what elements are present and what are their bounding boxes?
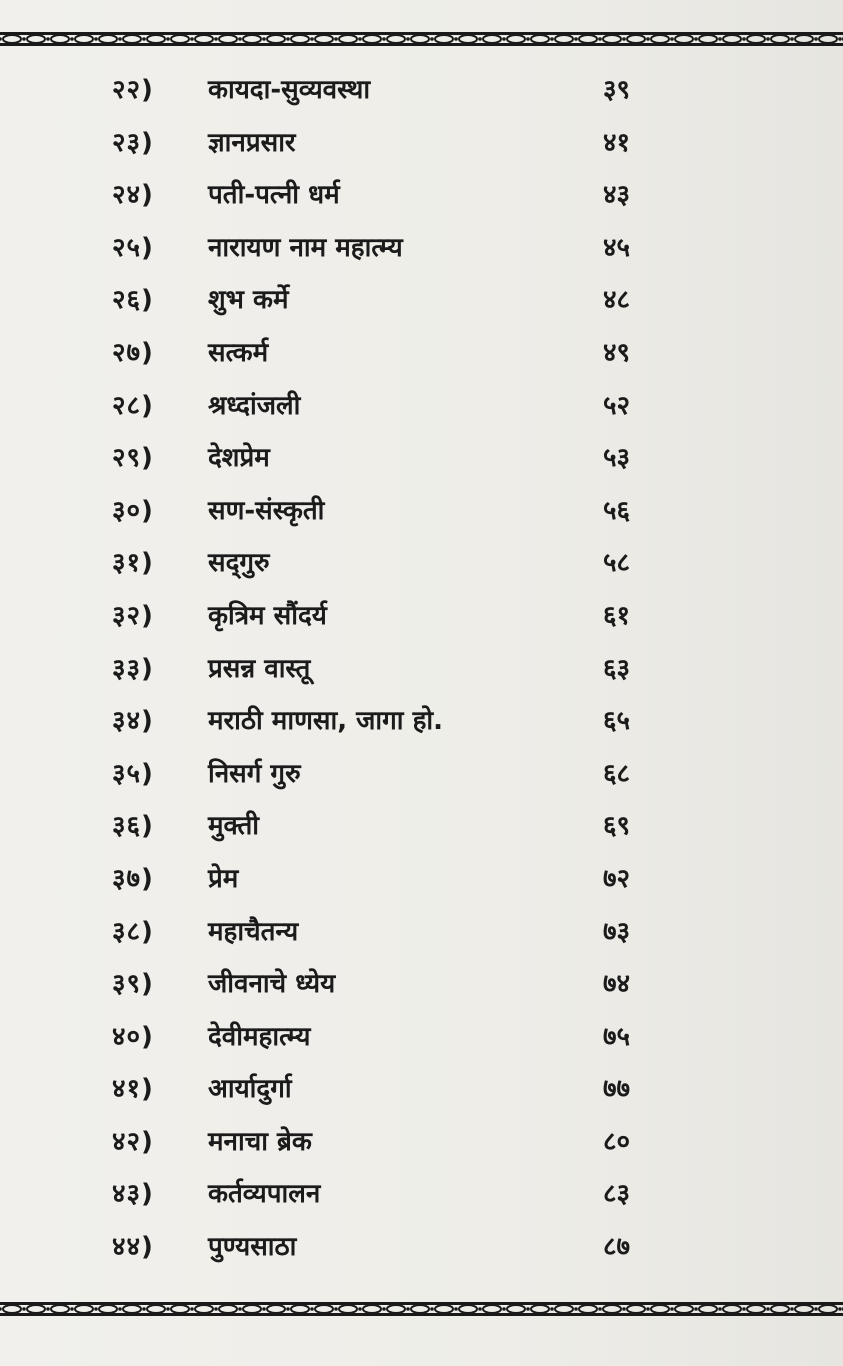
toc-entry	[0, 537, 843, 590]
toc-entry-title: महाचैतन्य	[208, 916, 299, 947]
toc-entry-page: ६३	[602, 653, 630, 684]
toc-entry-number: ३९)	[112, 969, 154, 1000]
toc-entry	[0, 117, 843, 170]
toc-entry-title: पुण्यसाठा	[208, 1232, 297, 1263]
toc-entry	[0, 800, 843, 853]
toc-entry-title: कर्तव्यपालन	[208, 1179, 321, 1210]
toc-entry-title: देवीमहात्म्य	[208, 1021, 311, 1052]
toc-entry-title: पती-पत्नी धर्म	[208, 180, 340, 211]
toc-entry	[0, 1063, 843, 1116]
toc-entry-number: ३७)	[112, 863, 154, 894]
toc-entry-page: ५२	[602, 390, 630, 421]
toc-entry-title: शुभ कर्मे	[208, 285, 289, 316]
toc-entry-page: ७७	[602, 1074, 630, 1105]
toc-entry-number: २३)	[112, 127, 154, 158]
toc-entry-title: निसर्ग गुरु	[208, 758, 301, 789]
toc-entry	[0, 222, 843, 275]
toc-entry	[0, 274, 843, 327]
toc-entry	[0, 695, 843, 748]
toc-entry-number: ३२)	[112, 600, 154, 631]
toc-entry-title: मनाचा ब्रेक	[208, 1126, 312, 1157]
toc-entry-page: ६१	[602, 600, 630, 631]
toc-entry-title: ज्ञानप्रसार	[208, 127, 296, 158]
decorative-border-bottom	[0, 1300, 843, 1318]
toc-entry	[0, 643, 843, 696]
toc-entry-number: २९)	[112, 443, 154, 474]
toc-entry	[0, 64, 843, 117]
toc-entry-number: ३१)	[112, 548, 154, 579]
toc-entry-page: ७३	[602, 916, 630, 947]
toc-entry-number: ४२)	[112, 1126, 154, 1157]
toc-entry-page: ५८	[602, 548, 630, 579]
toc-entry-number: ४३)	[112, 1179, 154, 1210]
table-of-contents	[0, 64, 843, 1274]
toc-entry-number: ३६)	[112, 811, 154, 842]
toc-entry-page: ७५	[602, 1021, 630, 1052]
toc-entry-number: २५)	[112, 232, 154, 263]
toc-entry-page: ४८	[602, 285, 630, 316]
toc-entry	[0, 485, 843, 538]
toc-entry-title: कृत्रिम सौंदर्य	[208, 600, 327, 631]
toc-entry-page: ८७	[602, 1232, 630, 1263]
toc-entry-title: सत्कर्म	[208, 337, 269, 368]
toc-entry-number: ४४)	[112, 1232, 154, 1263]
toc-entry	[0, 748, 843, 801]
toc-entry-page: ६८	[602, 758, 630, 789]
toc-entry	[0, 380, 843, 433]
toc-entry-page: ६५	[602, 706, 630, 737]
toc-entry	[0, 432, 843, 485]
toc-entry-title: देशप्रेम	[208, 443, 270, 474]
toc-entry-number: २४)	[112, 180, 154, 211]
toc-entry-title: सण-संस्कृती	[208, 495, 325, 526]
toc-entry-title: कायदा-सुव्यवस्था	[208, 75, 371, 105]
toc-entry-page: ४१	[602, 127, 630, 158]
toc-entry-number: ३०)	[112, 495, 154, 526]
toc-entry-title: जीवनाचे ध्येय	[208, 969, 336, 1000]
toc-entry	[0, 1168, 843, 1221]
chain-border-top-graphic	[0, 30, 843, 48]
toc-entry-page: ५३	[602, 443, 630, 474]
toc-entry-number: ४०)	[112, 1021, 154, 1052]
chain-border-bottom-graphic	[0, 1300, 843, 1318]
toc-entry-number: ३४)	[112, 706, 154, 737]
toc-entry-page: ४५	[602, 232, 630, 263]
toc-entry	[0, 590, 843, 643]
toc-entry-number: २२)	[112, 75, 154, 105]
toc-entry-title: मुक्ती	[208, 811, 260, 842]
toc-entry-title: आर्यादुर्गा	[208, 1074, 292, 1105]
toc-entry-number: ३८)	[112, 916, 154, 947]
toc-entry-title: मराठी माणसा, जागा हो.	[208, 706, 443, 737]
toc-entry-page: ६९	[602, 811, 630, 842]
toc-entry-title: श्रध्दांजली	[208, 390, 301, 421]
toc-entry-page: ४९	[602, 337, 630, 368]
toc-entry-number: २७)	[112, 337, 154, 368]
toc-entry	[0, 1221, 843, 1274]
toc-entry	[0, 1011, 843, 1064]
toc-entry-title: प्रसन्न वास्तू	[208, 653, 311, 684]
toc-entry	[0, 1116, 843, 1169]
toc-entry-page: ५६	[602, 495, 630, 526]
toc-entry	[0, 958, 843, 1011]
toc-entry-title: प्रेम	[208, 863, 239, 894]
toc-entry-number: २८)	[112, 390, 154, 421]
toc-entry-page: ७४	[602, 969, 630, 1000]
toc-entry-title: नारायण नाम महात्म्य	[208, 232, 403, 263]
toc-entry-number: ३३)	[112, 653, 154, 684]
toc-entry-page: ७२	[602, 863, 630, 894]
toc-entry-page: ३९	[602, 75, 630, 105]
toc-entry-page: ८३	[602, 1179, 630, 1210]
toc-entry-number: ३५)	[112, 758, 154, 789]
toc-entry-page: ८०	[602, 1126, 630, 1157]
decorative-border-top	[0, 30, 843, 48]
toc-entry-title: सद्‌गुरु	[208, 548, 270, 579]
toc-entry	[0, 327, 843, 380]
toc-entry-page: ४३	[602, 180, 630, 211]
toc-entry	[0, 906, 843, 959]
toc-entry-number: ४१)	[112, 1074, 154, 1105]
toc-entry	[0, 169, 843, 222]
toc-entry-number: २६)	[112, 285, 154, 316]
toc-entry	[0, 853, 843, 906]
